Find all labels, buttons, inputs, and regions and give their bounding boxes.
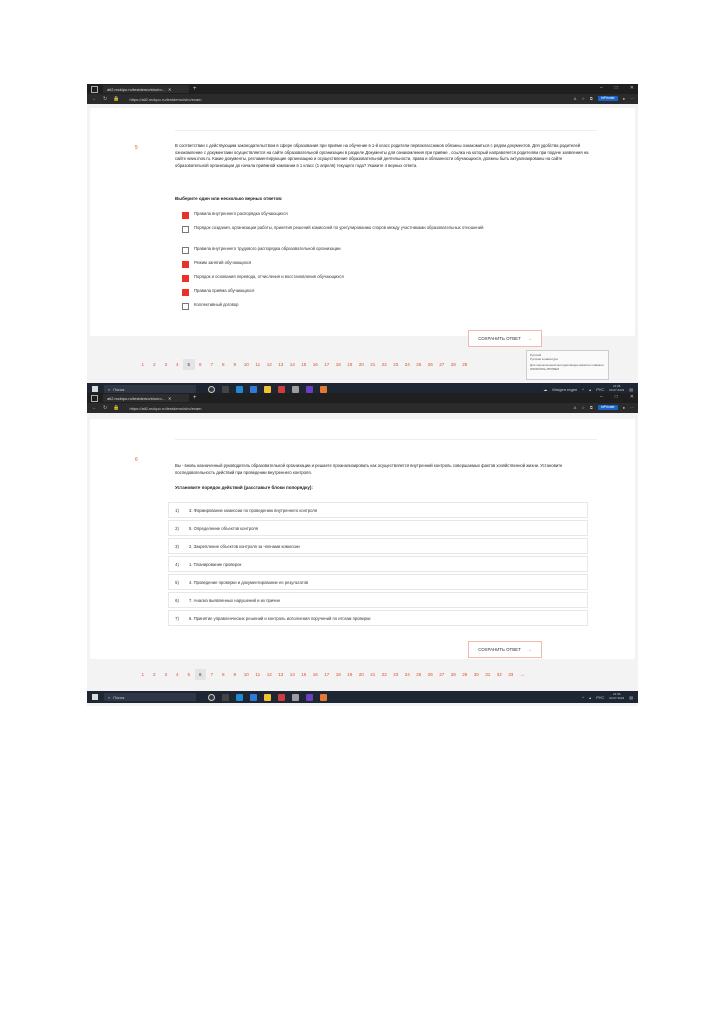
lock-icon: 🔒 [113,96,120,102]
close-window-icon[interactable]: ✕ [629,394,634,400]
clock-date: 04.07.2023 [609,388,625,392]
mail-icon[interactable] [278,694,285,701]
weather-label: Morgen regen [552,386,578,392]
task-view-icon[interactable] [222,386,229,393]
folder-icon[interactable] [264,386,271,393]
favorite-star-icon[interactable]: ☆ [581,405,585,410]
tooltip-line: Русская клавиатура [530,357,558,361]
page-link[interactable]: 4 [175,672,179,677]
page-link[interactable]: 1 [141,672,145,677]
maximize-icon[interactable]: □ [614,394,618,400]
option-label: Правила приёма обучающихся [194,288,255,293]
answer-option[interactable] [182,260,597,268]
yandex-icon[interactable] [306,694,313,701]
edge-icon[interactable] [236,694,243,701]
search-icon: ⌕ [108,694,111,700]
question-card [90,419,635,659]
notification-icon[interactable]: ▤ [629,386,633,392]
page-link[interactable]: 26 [427,362,433,367]
question-card [90,108,635,342]
url-field[interactable]: https://ati2.mckpo.ru/testdemo/sho/exam [129,96,202,102]
reload-icon[interactable]: ↻ [103,96,108,102]
page-link[interactable]: 5 [183,359,195,370]
order-label: 2. Закрепление объектов контроля за членами комиссии [189,543,300,549]
screenshot-question-6 [87,393,638,706]
order-label: 5. Определение объектов контроля [189,525,259,531]
screenshot-question-5 [87,84,638,395]
explorer-icon[interactable] [250,694,257,701]
page-link[interactable]: 11 [255,362,261,367]
question-pagination [137,359,471,370]
page-link[interactable]: 22 [381,672,387,677]
collections-icon[interactable]: ⧉ [589,405,593,410]
search-icon: ⌕ [108,386,111,392]
checkbox[interactable] [182,212,189,219]
menu-dots-icon[interactable]: ··· [630,405,634,410]
page-link[interactable]: 31 [485,672,491,677]
browser-tab-bar [87,84,638,94]
tray-chevron-icon[interactable]: ^ [582,386,585,392]
inprivate-badge[interactable]: InPrivate [598,405,618,410]
order-block[interactable] [168,538,588,554]
checkbox[interactable] [182,261,189,268]
page-link[interactable]: 28 [450,672,456,677]
page-link[interactable]: 13 [278,362,284,367]
option-label: Режим занятий обучающихся [194,260,252,265]
order-block[interactable] [168,556,588,572]
arrow-right-icon: → [526,646,532,653]
read-aloud-icon[interactable]: A [573,405,577,410]
app-icon[interactable] [320,386,327,393]
option-label: Порядок и основания перевода, отчисления и восстановления обучающихся [194,274,344,279]
menu-dots-icon[interactable]: ··· [630,96,634,101]
answer-option[interactable] [182,288,597,296]
question-number: 6 [135,457,138,463]
page-link[interactable]: 8 [221,672,225,677]
page-link[interactable]: 30 [473,672,479,677]
read-aloud-icon[interactable]: A [573,96,577,101]
tab-title: ati2.mckipo.ru/testdemo/sho/ro... [107,395,166,401]
lock-icon: 🔒 [113,405,120,411]
save-answer-label: СОХРАНИТЬ ОТВЕТ [478,647,521,652]
browser-tab[interactable] [103,85,189,93]
notification-icon[interactable]: ▤ [629,694,633,700]
page-link[interactable]: 24 [404,672,410,677]
input-language-tooltip [526,350,609,380]
window-icon [91,86,98,93]
page-link[interactable]: 20 [358,362,364,367]
browser-tab-bar [87,393,638,403]
taskbar-search[interactable] [104,385,196,393]
app-icon[interactable] [292,694,299,701]
page-link[interactable]: 29 [462,362,468,367]
language-indicator[interactable]: РУС [596,694,605,700]
answer-option[interactable] [182,246,597,254]
answer-option[interactable] [182,302,597,310]
order-number: 6) [175,597,179,603]
taskbar-search[interactable] [104,693,196,701]
option-label: Правила внутреннего трудового распорядка образовательной организации [194,246,341,251]
checkbox[interactable] [182,303,189,310]
minimize-icon[interactable]: – [599,85,603,91]
page-link[interactable]: → [519,672,525,677]
answer-instruction: Установите порядок действий (расставьте блоки попорядку): [175,485,313,490]
page-link[interactable]: 6 [198,362,202,367]
page-link[interactable]: 26 [427,672,433,677]
page-link[interactable]: 12 [266,362,272,367]
page-link[interactable]: 9 [233,362,237,367]
answer-option[interactable] [182,225,597,233]
page-link[interactable]: 33 [508,672,514,677]
taskbar-search-label: Поиск [113,694,125,700]
browser-tab[interactable] [103,394,189,402]
weather-icon: ☁ [543,386,548,392]
page-link[interactable]: 2 [152,362,156,367]
question-text: Вы - вновь назначенный руководитель образовательной организации и решаете проанализировать как осуществляется внутренний контроль совершаемых фактов хозяйственной жизни. Установите последовательность действий при проведении внутреннего контроля. [175,463,563,475]
page-link[interactable]: 32 [496,672,502,677]
page-link[interactable]: 6 [195,669,207,680]
yandex-icon[interactable] [306,386,313,393]
checkbox[interactable] [182,275,189,282]
page-link[interactable]: 22 [381,362,387,367]
page-link[interactable]: 24 [404,362,410,367]
checkbox[interactable] [182,226,189,233]
answer-option[interactable] [182,211,597,219]
page-link[interactable]: 12 [266,672,272,677]
page-link[interactable]: 16 [312,672,318,677]
page-link[interactable]: 17 [324,362,330,367]
back-icon[interactable]: ← [92,405,97,411]
order-number: 1) [175,507,179,513]
inprivate-badge[interactable]: InPrivate [598,96,618,101]
page-link[interactable]: 8 [221,362,225,367]
order-label: 6. Принятие управленческих решений и контроль исполнения поручений по итогам проверки [189,615,371,621]
windows-start-icon[interactable] [92,386,98,392]
answer-instruction: Выберите один или несколько верных ответов: [175,196,283,201]
page-link[interactable]: 29 [462,672,468,677]
profile-icon[interactable]: ● [622,96,625,101]
order-label: 1. Планирование проверок [189,561,242,567]
explorer-icon[interactable] [250,386,257,393]
profile-icon[interactable]: ● [622,405,625,410]
windows-start-icon[interactable] [92,694,98,700]
page-link[interactable]: 19 [347,362,353,367]
minimize-icon[interactable]: – [599,394,603,400]
page-link[interactable]: 23 [393,362,399,367]
save-answer-button[interactable] [468,641,542,658]
page-link[interactable]: 3 [164,362,168,367]
page-link[interactable]: 10 [243,362,249,367]
browser-address-bar [87,403,638,413]
favorite-star-icon[interactable]: ☆ [581,96,585,101]
window-icon [91,395,98,402]
page-link[interactable]: 14 [289,362,295,367]
save-answer-button[interactable] [468,330,542,347]
app-icon[interactable] [320,694,327,701]
order-label: 7. Анализ выявленных нарушений и их причин [189,597,280,603]
task-view-icon[interactable] [222,694,229,701]
page-link[interactable]: 7 [210,362,214,367]
clock-time: 21:06 [612,692,621,697]
collections-icon[interactable]: ⧉ [589,96,593,101]
order-number: 4) [175,561,179,567]
clock[interactable] [609,385,624,393]
page-link[interactable]: 16 [312,362,318,367]
page-link[interactable]: 21 [370,672,376,677]
page-link[interactable]: 17 [324,672,330,677]
page-link[interactable]: 14 [289,672,295,677]
page-link[interactable]: 7 [210,672,214,677]
option-label: Коллективный договор [194,302,239,307]
page-link[interactable]: 20 [358,672,364,677]
clock-date: 04.07.2023 [609,696,625,700]
page-link[interactable]: 5 [187,672,191,677]
question-pagination [137,669,528,680]
close-window-icon[interactable]: ✕ [629,85,634,91]
arrow-right-icon: → [526,335,532,342]
order-block[interactable] [168,520,588,536]
page-link[interactable]: 15 [301,362,307,367]
app-icon[interactable] [292,386,299,393]
network-icon[interactable]: ▴ [589,386,592,392]
tab-title: ati2.mckipo.ru/testdemo/sho/ro... [107,86,166,92]
page-link[interactable]: 1 [141,362,145,367]
edge-icon[interactable] [236,386,243,393]
page-link[interactable]: 27 [439,362,445,367]
page-link[interactable]: 19 [347,672,353,677]
new-tab-icon[interactable]: + [193,86,197,92]
cortana-icon[interactable] [208,386,215,393]
order-label: 4. Проведение проверки и документирование ее результатов [189,579,309,585]
page-link[interactable]: 3 [164,672,168,677]
language-indicator[interactable]: РУС [596,386,605,392]
tooltip-line: Русский [530,353,542,357]
page-link[interactable]: 18 [335,362,341,367]
tray-chevron-icon[interactable]: ^ [582,694,585,700]
page-link[interactable]: 4 [175,362,179,367]
order-block[interactable] [168,592,588,608]
page-link[interactable]: 15 [301,672,307,677]
checkbox[interactable] [182,247,189,254]
windows-taskbar [87,691,638,703]
order-number: 2) [175,525,179,531]
new-tab-icon[interactable]: + [193,395,197,401]
question-text: В соответствии с действующим законодательством в сфере образования при приёме на обучение в 1-й класс родители первоклассников обязаны ознакомиться с рядом документов. Для удобства родителей ознакомление с документами осуществляется на сайте образовательной организации в разделе Документы для ознакомления при приёме , ссылка на который направляется родителям при подаче заявления на сайте www.mos.ru. Какие документы, регламентирующие организацию и осуществление образовательной деятельности, права и обязанности обучающихся, должны быть актуализированы на сайте образовательной организации до начала приёмной кампании в 1 класс (1 апреля) текущего года? Укажите 4 верных ответа. [175,143,589,168]
order-block[interactable] [168,610,588,626]
order-block[interactable] [168,574,588,590]
back-icon[interactable]: ← [92,96,97,102]
tab-close-icon[interactable]: ✕ [168,395,172,401]
page-link[interactable]: 9 [233,672,237,677]
page-link[interactable]: 2 [152,672,156,677]
order-number: 5) [175,579,179,585]
maximize-icon[interactable]: □ [614,85,618,91]
page-link[interactable]: 18 [335,672,341,677]
browser-address-bar [87,94,638,104]
tooltip-line: Для переключения методов ввода нажмите клавиши WINDOWS+ПРОБЕЛ [530,363,604,371]
page-link[interactable]: 28 [450,362,456,367]
reload-icon[interactable]: ↻ [103,405,108,411]
page-link[interactable]: 13 [278,672,284,677]
page-link[interactable]: 23 [393,672,399,677]
taskbar-search-label: Поиск [113,386,125,392]
cortana-icon[interactable] [208,694,215,701]
order-label: 3. Формирование комиссии по проведению внутреннего контроля [189,507,318,513]
page-link[interactable]: 10 [243,672,249,677]
page-link[interactable]: 25 [416,362,422,367]
checkbox[interactable] [182,289,189,296]
question-number: 5 [135,145,138,151]
order-number: 3) [175,543,179,549]
page-link[interactable]: 11 [255,672,261,677]
order-number: 7) [175,615,179,621]
answer-option[interactable] [182,274,597,282]
network-icon[interactable]: ▴ [589,694,592,700]
clock[interactable] [609,693,624,701]
folder-icon[interactable] [264,694,271,701]
page-link[interactable]: 25 [416,672,422,677]
clock-time: 21:06 [612,384,621,389]
mail-icon[interactable] [278,386,285,393]
option-label: Правила внутреннего распорядка обучающихся [194,211,288,216]
page-link[interactable]: 27 [439,672,445,677]
option-label: Порядок создания, организации работы, принятия решений комиссией по урегулированию споров между участниками образовательных отношений [194,225,484,230]
tab-close-icon[interactable]: ✕ [168,86,172,92]
order-block[interactable] [168,502,588,518]
page-link[interactable]: 21 [370,362,376,367]
save-answer-label: СОХРАНИТЬ ОТВЕТ [478,336,521,341]
url-field[interactable]: https://ati2.mckpo.ru/testdemo/sho/exam [129,405,202,411]
